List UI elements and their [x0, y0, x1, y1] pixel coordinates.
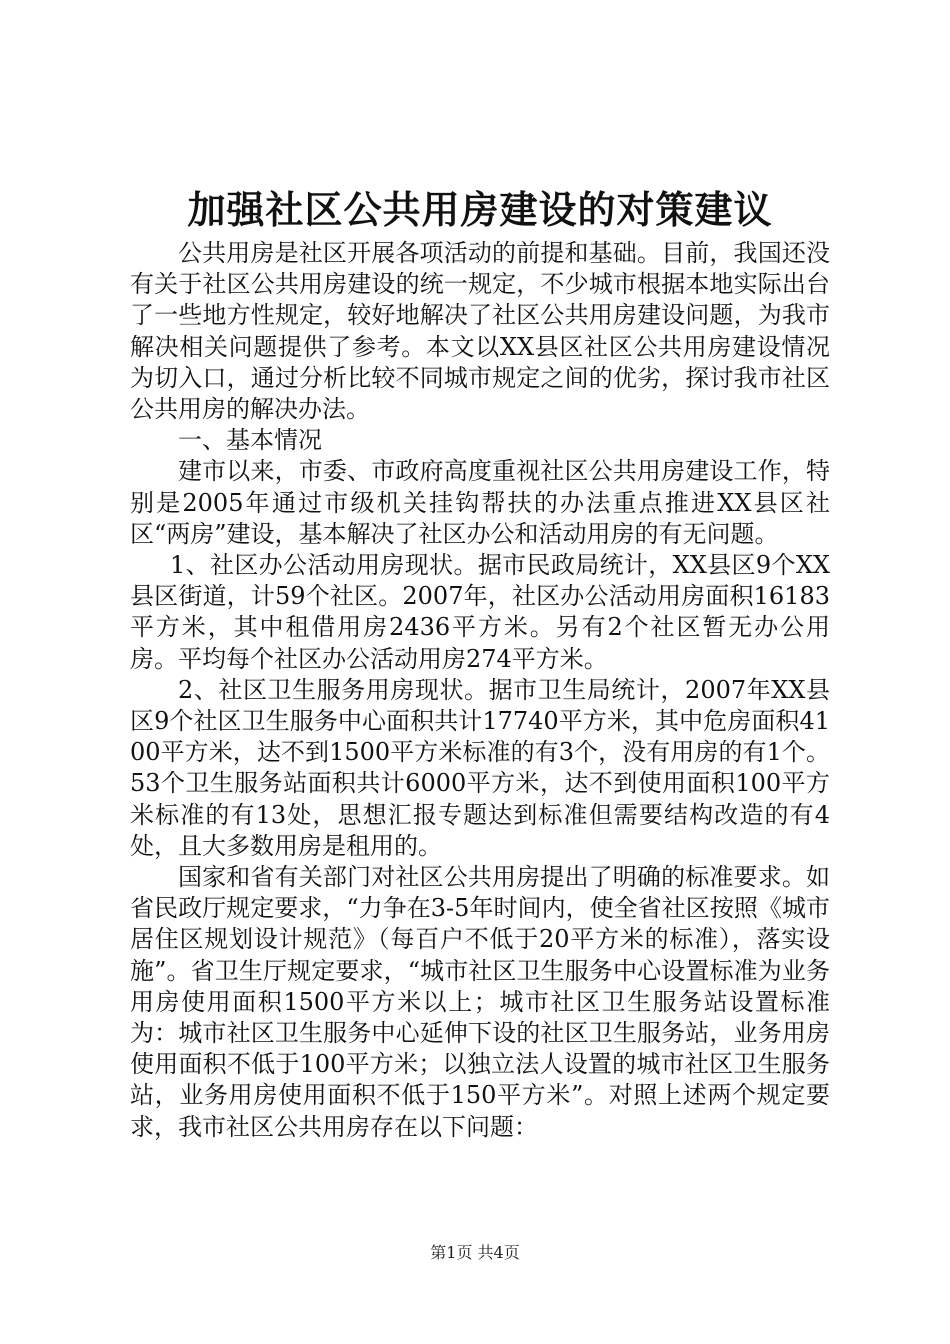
paragraph-intro: 公共用房是社区开展各项活动的前提和基础。目前，我国还没有关于社区公共用房建设的统一规定，不少城市根据本地实际出台了一些地方性规定，较好地解决了社区公共用房建设问题，为我市解决相关问题提供了参考。本文以XX县区社区公共用房建设情况为切入口，通过分析比较不同城市规定之间的优劣，探讨我市社区公共用房的解决办法。 [130, 239, 830, 424]
document-body [130, 238, 830, 1143]
paragraph-office-housing: 1、社区办公活动用房现状。据市民政局统计，XX县区9个XX县区街道，计59个社区。2007年，社区办公活动用房面积16183平方米，其中租借用房2436平方米。另有2个社区暂无办公用房。平均每个社区办公活动用房274平方米。 [130, 551, 830, 673]
document-title: 加强社区公共用房建设的对策建议 [187, 187, 773, 232]
section-heading-basic-situation: 一、基本情况 [178, 426, 322, 455]
paragraph-health-housing: 2、社区卫生服务用房现状。据市卫生局统计，2007年XX县区9个社区卫生服务中心面积共计17740平方米，其中危房面积4100平方米，达不到1500平方米标准的有3个，没有用房的有1个。53个卫生服务站面积共计6000平方米，达不到使用面积100平方米标准的有13处，思想汇报专题达到标准但需要结构改造的有4处，且大多数用房是租用的。 [130, 675, 830, 860]
page-footer: 第1页 共4页 [430, 1243, 520, 1262]
paragraph-standards: 国家和省有关部门对社区公共用房提出了明确的标准要求。如省民政厅规定要求，“力争在3-5年时间内，使全省社区按照《城市居住区规划设计规范》（每百户不低于20平方米的标准），落实设施”。省卫生厅规定要求，“城市社区卫生服务中心设置标准为业务用房使用面积1500平方米以上；城市社区卫生服务站设置标准为：城市社区卫生服务中心延伸下设的社区卫生服务站，业务用房使用面积不低于100平方米；以独立法人设置的城市社区卫生服务站，业务用房使用面积不低于150平方米”。对照上述两个规定要求，我市社区公共用房存在以下问题： [130, 863, 830, 1141]
paragraph-overview: 建市以来，市委、市政府高度重视社区公共用房建设工作，特别是2005年通过市级机关挂钩帮扶的办法重点推进XX县区社区“两房”建设，基本解决了社区办公和活动用房的有无问题。 [130, 457, 830, 548]
